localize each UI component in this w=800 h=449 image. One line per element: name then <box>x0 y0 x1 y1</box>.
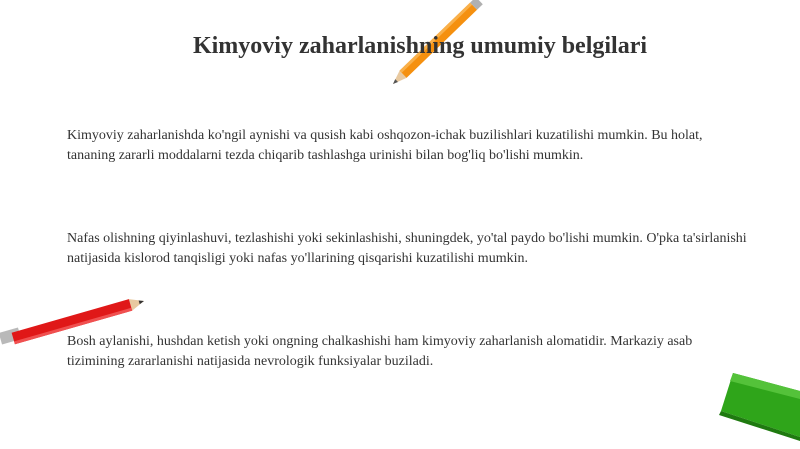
paragraph-neurological: Bosh aylanishi, hushdan ketish yoki ongning chalkashishi ham kimyoviy zaharlanish alomatidir. Markaziy asab tizimining zararlanishi natijasida nevrologik funksiyalar buziladi. <box>67 334 693 369</box>
green-marker-icon <box>705 365 800 449</box>
paragraph-digestive: Kimyoviy zaharlanishda ko'ngil aynishi va qusish kabi oshqozon-ichak buzilishlari kuzatilishi mumkin. Bu holat, tananing zararli moddalarni tezda chiqarib tashlashga urinishi bilan bog'liq bo'lishi mumkin. <box>67 128 703 163</box>
paragraph-respiratory: Nafas olishning qiyinlashuvi, tezlashishi yoki sekinlashishi, shuningdek, yo'tal paydo bo'lishi mumkin. O'pka ta'sirlanishi natijasida kislorod tanqisligi yoki nafas yo'llarining qisqarishi kuzatilishi mumkin. <box>67 231 747 266</box>
slide-title: Kimyoviy zaharlanishning umumiy belgilari <box>192 33 648 59</box>
